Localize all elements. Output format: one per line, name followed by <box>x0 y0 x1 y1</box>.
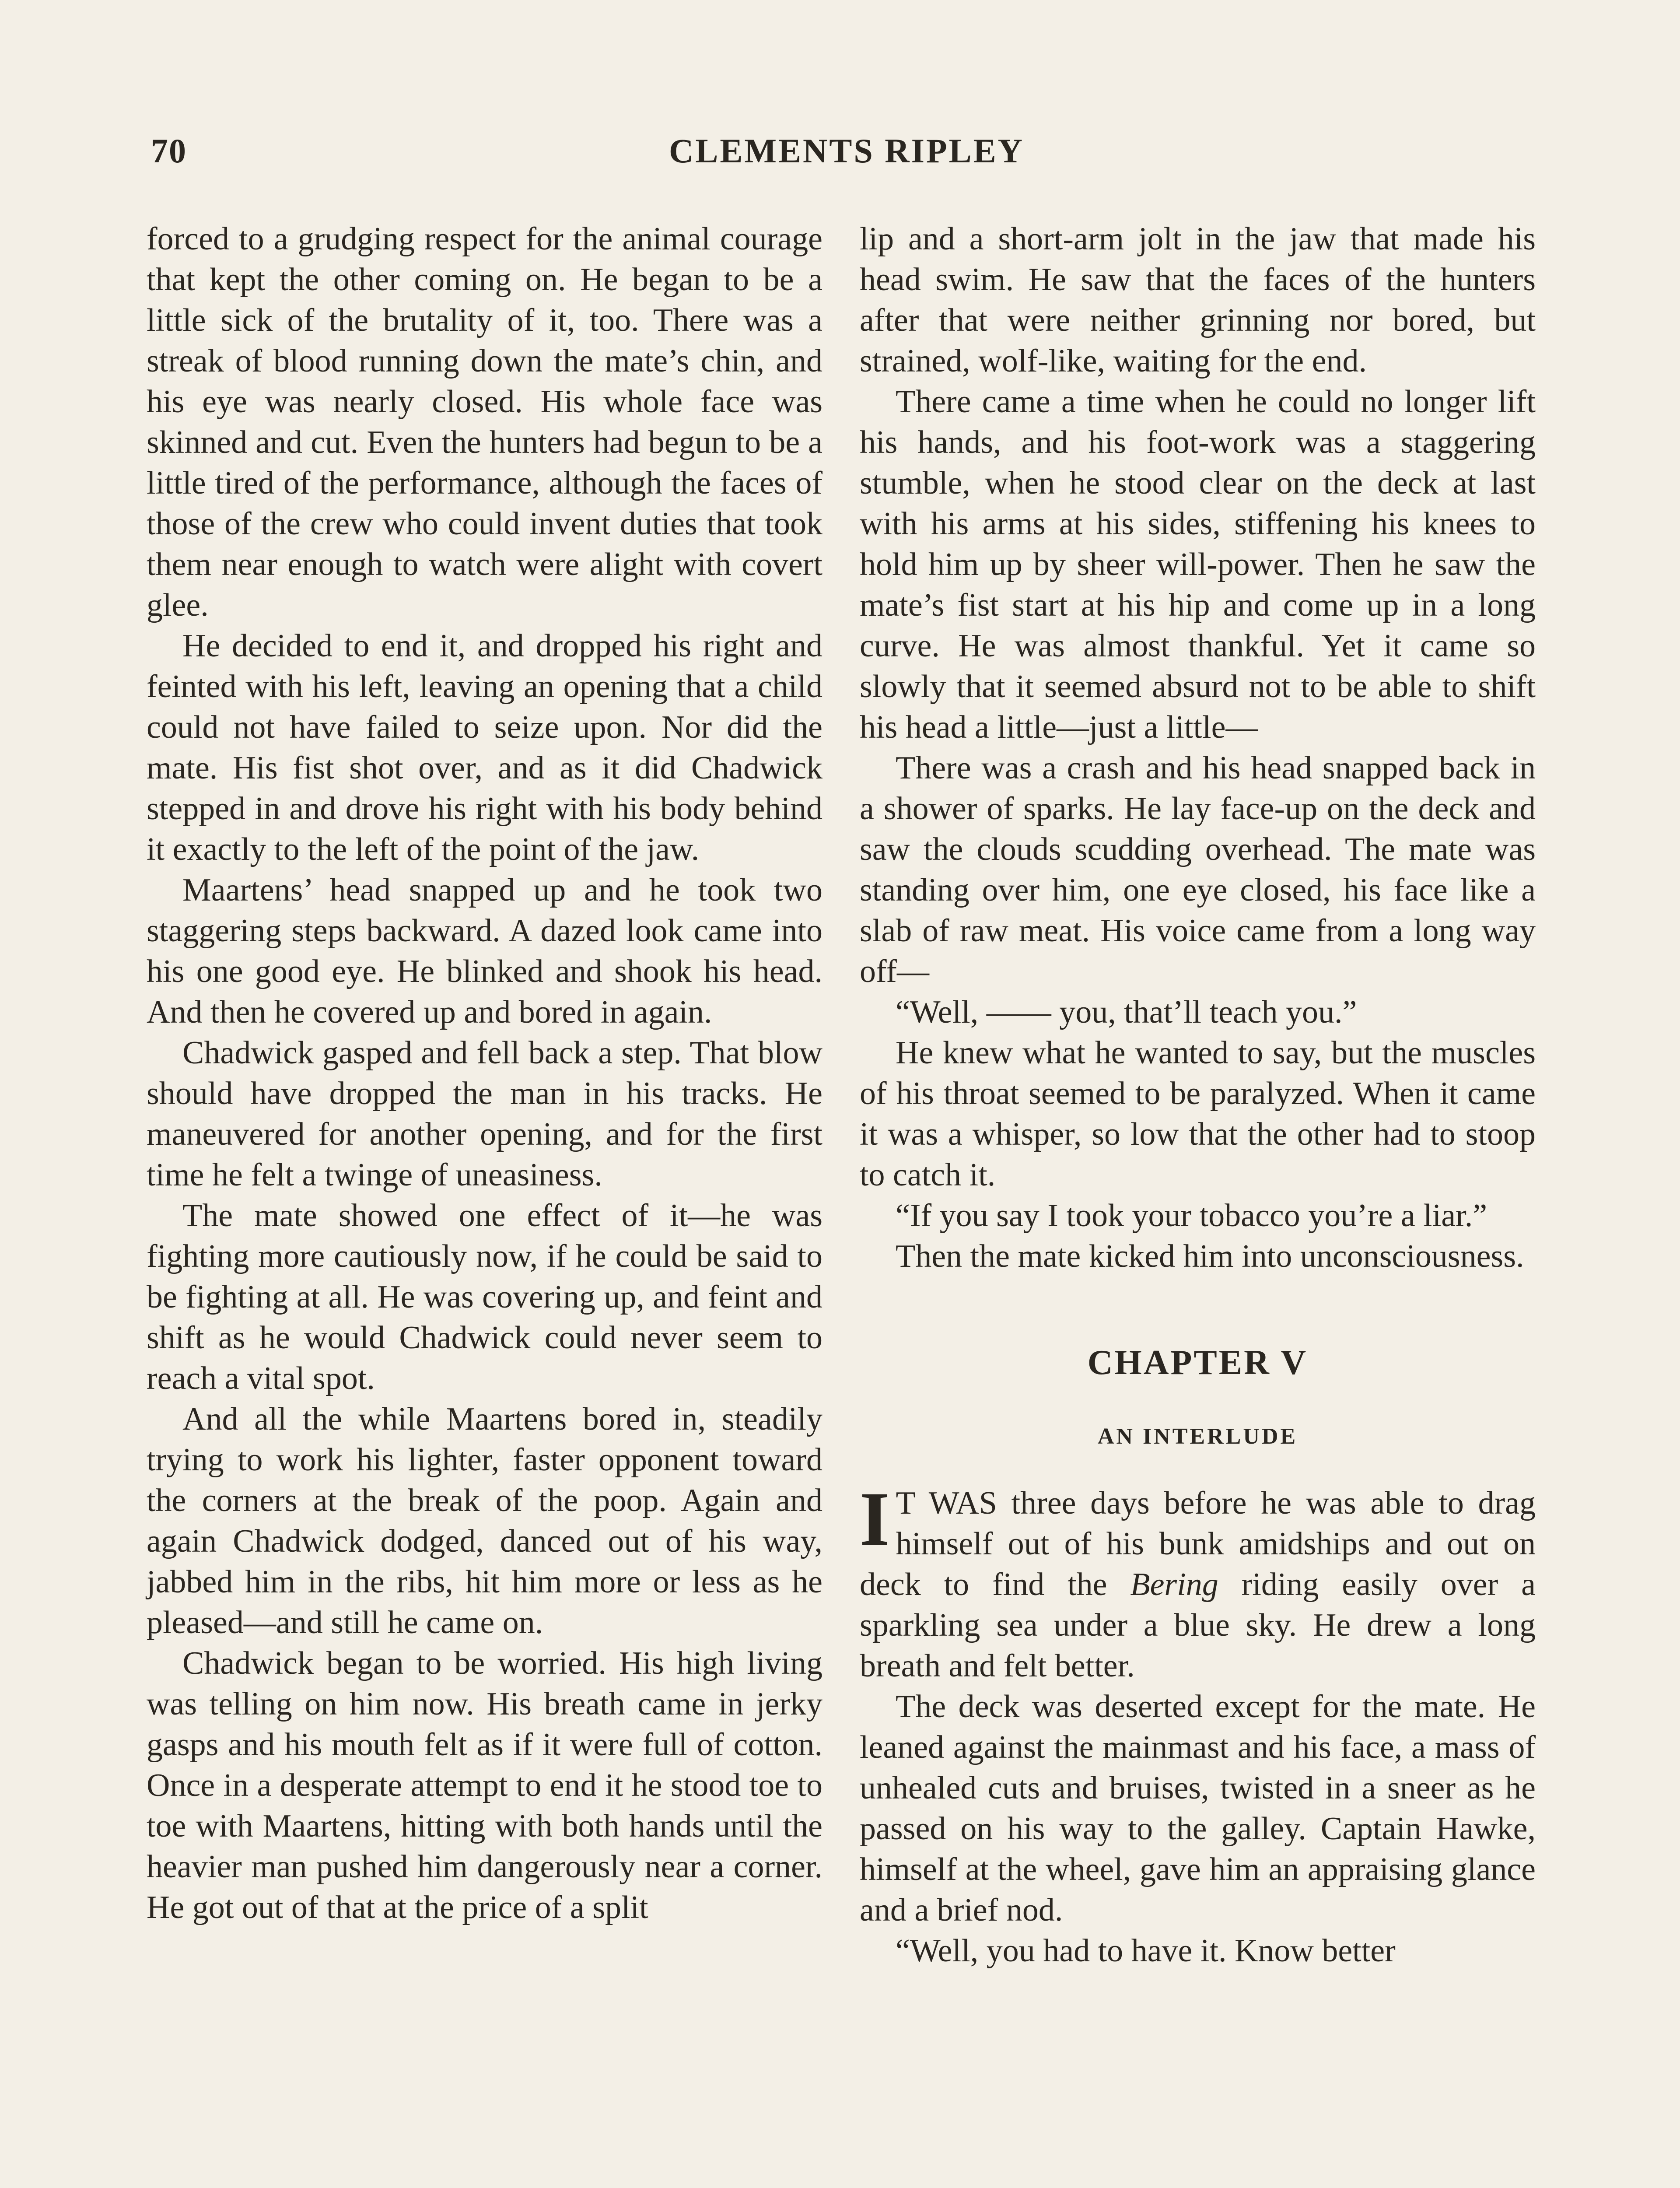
paragraph: “Well, —— you, that’ll teach you.” <box>896 994 1357 1030</box>
paragraph: “If you say I took your tobacco you’re a liar.” <box>896 1198 1488 1234</box>
drop-cap: I <box>860 1476 890 1562</box>
paragraph: lip and a short-arm jolt in the jaw that made his head swim. He saw that the faces of the hunters after that were neither grinning nor bored, but strained, wolf-like, waiting for the end. <box>860 221 1536 379</box>
paragraph: Chadwick gasped and fell back a step. That blow should have dropped the man in his tracks. He maneuvered for another opening, and for the first time he felt a twinge of uneasiness. <box>147 1035 822 1193</box>
right-column <box>860 219 1536 1971</box>
chapter-title: CHAPTER V <box>1087 1343 1308 1382</box>
paragraph: And all the while Maartens bored in, steadily trying to work his lighter, faster opponent toward the corners at the break of the poop. Again and again Chadwick dodged, danced out of his way, jabbed him in the ribs, hit him more or less as he pleased—and still he came on. <box>147 1401 822 1641</box>
paragraph: forced to a grudging respect for the animal courage that kept the other coming on. He began to be a little sick of the brutality of it, too. There was a streak of blood running down the mate’s chin, and his eye was nearly closed. His whole face was skinned and cut. Even the hunters had begun to be a little tired of the performance, although the faces of those of the crew who could invent duties that took them near enough to watch were alight with covert glee. <box>147 221 822 623</box>
page-number: 70 <box>151 132 187 170</box>
paragraph: He knew what he wanted to say, but the muscles of his throat seemed to be paralyzed. When it came it was a whisper, so low that the other had to stoop to catch it. <box>860 1035 1536 1193</box>
paragraph: He decided to end it, and dropped his right and feinted with his left, leaving an opening that a child could not have failed to seize upon. Nor did the mate. His fist shot over, and as it did Chadwick stepped in and drove his right with his body behind it exactly to the left of the point of the jaw. <box>147 628 822 867</box>
chapter-subtitle: AN INTERLUDE <box>1097 1424 1298 1449</box>
paragraph: Then the mate kicked him into unconsciousness. <box>896 1238 1524 1274</box>
paragraph: The mate showed one effect of it—he was fighting more cautiously now, if he could be said to be fighting at all. He was covering up, and feint and shift as he would Chadwick could never seem to reach a vital spot. <box>147 1198 822 1396</box>
paragraph: There came a time when he could no longer lift his hands, and his foot-work was a staggering stumble, when he stood clear on the deck at last with his arms at his sides, stiffening his knees to hold him up by sheer will-power. Then he saw the mate’s fist start at his hip and come up in a long curve. He was almost thankful. Yet it came so slowly that it seemed absurd not to be able to shift his head a little—just a little— <box>860 384 1536 745</box>
paragraph: The deck was deserted except for the mate. He leaned against the mainmast and his face, a mass of unhealed cuts and bruises, twisted in a sneer as he passed on his way to the galley. Captain Hawke, himself at the wheel, gave him an appraising glance and a brief nod. <box>860 1689 1536 1928</box>
opening-caps: T WAS <box>896 1485 997 1521</box>
paragraph: Chadwick began to be worried. His high living was telling on him now. His breath came in jerky gasps and his mouth felt as if it were full of cotton. Once in a desperate attempt to end it he stood toe to toe with Maartens, hitting with both hands until the heavier man pushed him dangerously near a corner. He got out of that at the price of a split <box>147 1645 822 1925</box>
paragraph: There was a crash and his head snapped back in a shower of sparks. He lay face-up on the deck and saw the clouds scudding overhead. The mate was standing over him, one eye closed, his face like a slab of raw meat. His voice came from a long way off— <box>860 750 1536 989</box>
ship-name: Bering <box>1130 1567 1218 1602</box>
opening-text-continued: riding easily over a sparkling sea under a blue sky. He drew a long breath and felt better. <box>860 1567 1536 1684</box>
chapter-opening-paragraph <box>860 1476 1536 1687</box>
paragraph: Maartens’ head snapped up and he took two staggering steps backward. A dazed look came into his one good eye. He blinked and shook his head. And then he covered up and bored in again. <box>147 872 822 1030</box>
left-column <box>147 219 822 1928</box>
page-header <box>147 131 1547 179</box>
running-head: CLEMENTS RIPLEY <box>669 132 1024 170</box>
paragraph: “Well, you had to have it. Know better <box>896 1933 1396 1969</box>
opening-text: three days before he was able to drag himself out of his bunk amidships and out on deck to find the <box>860 1485 1536 1602</box>
